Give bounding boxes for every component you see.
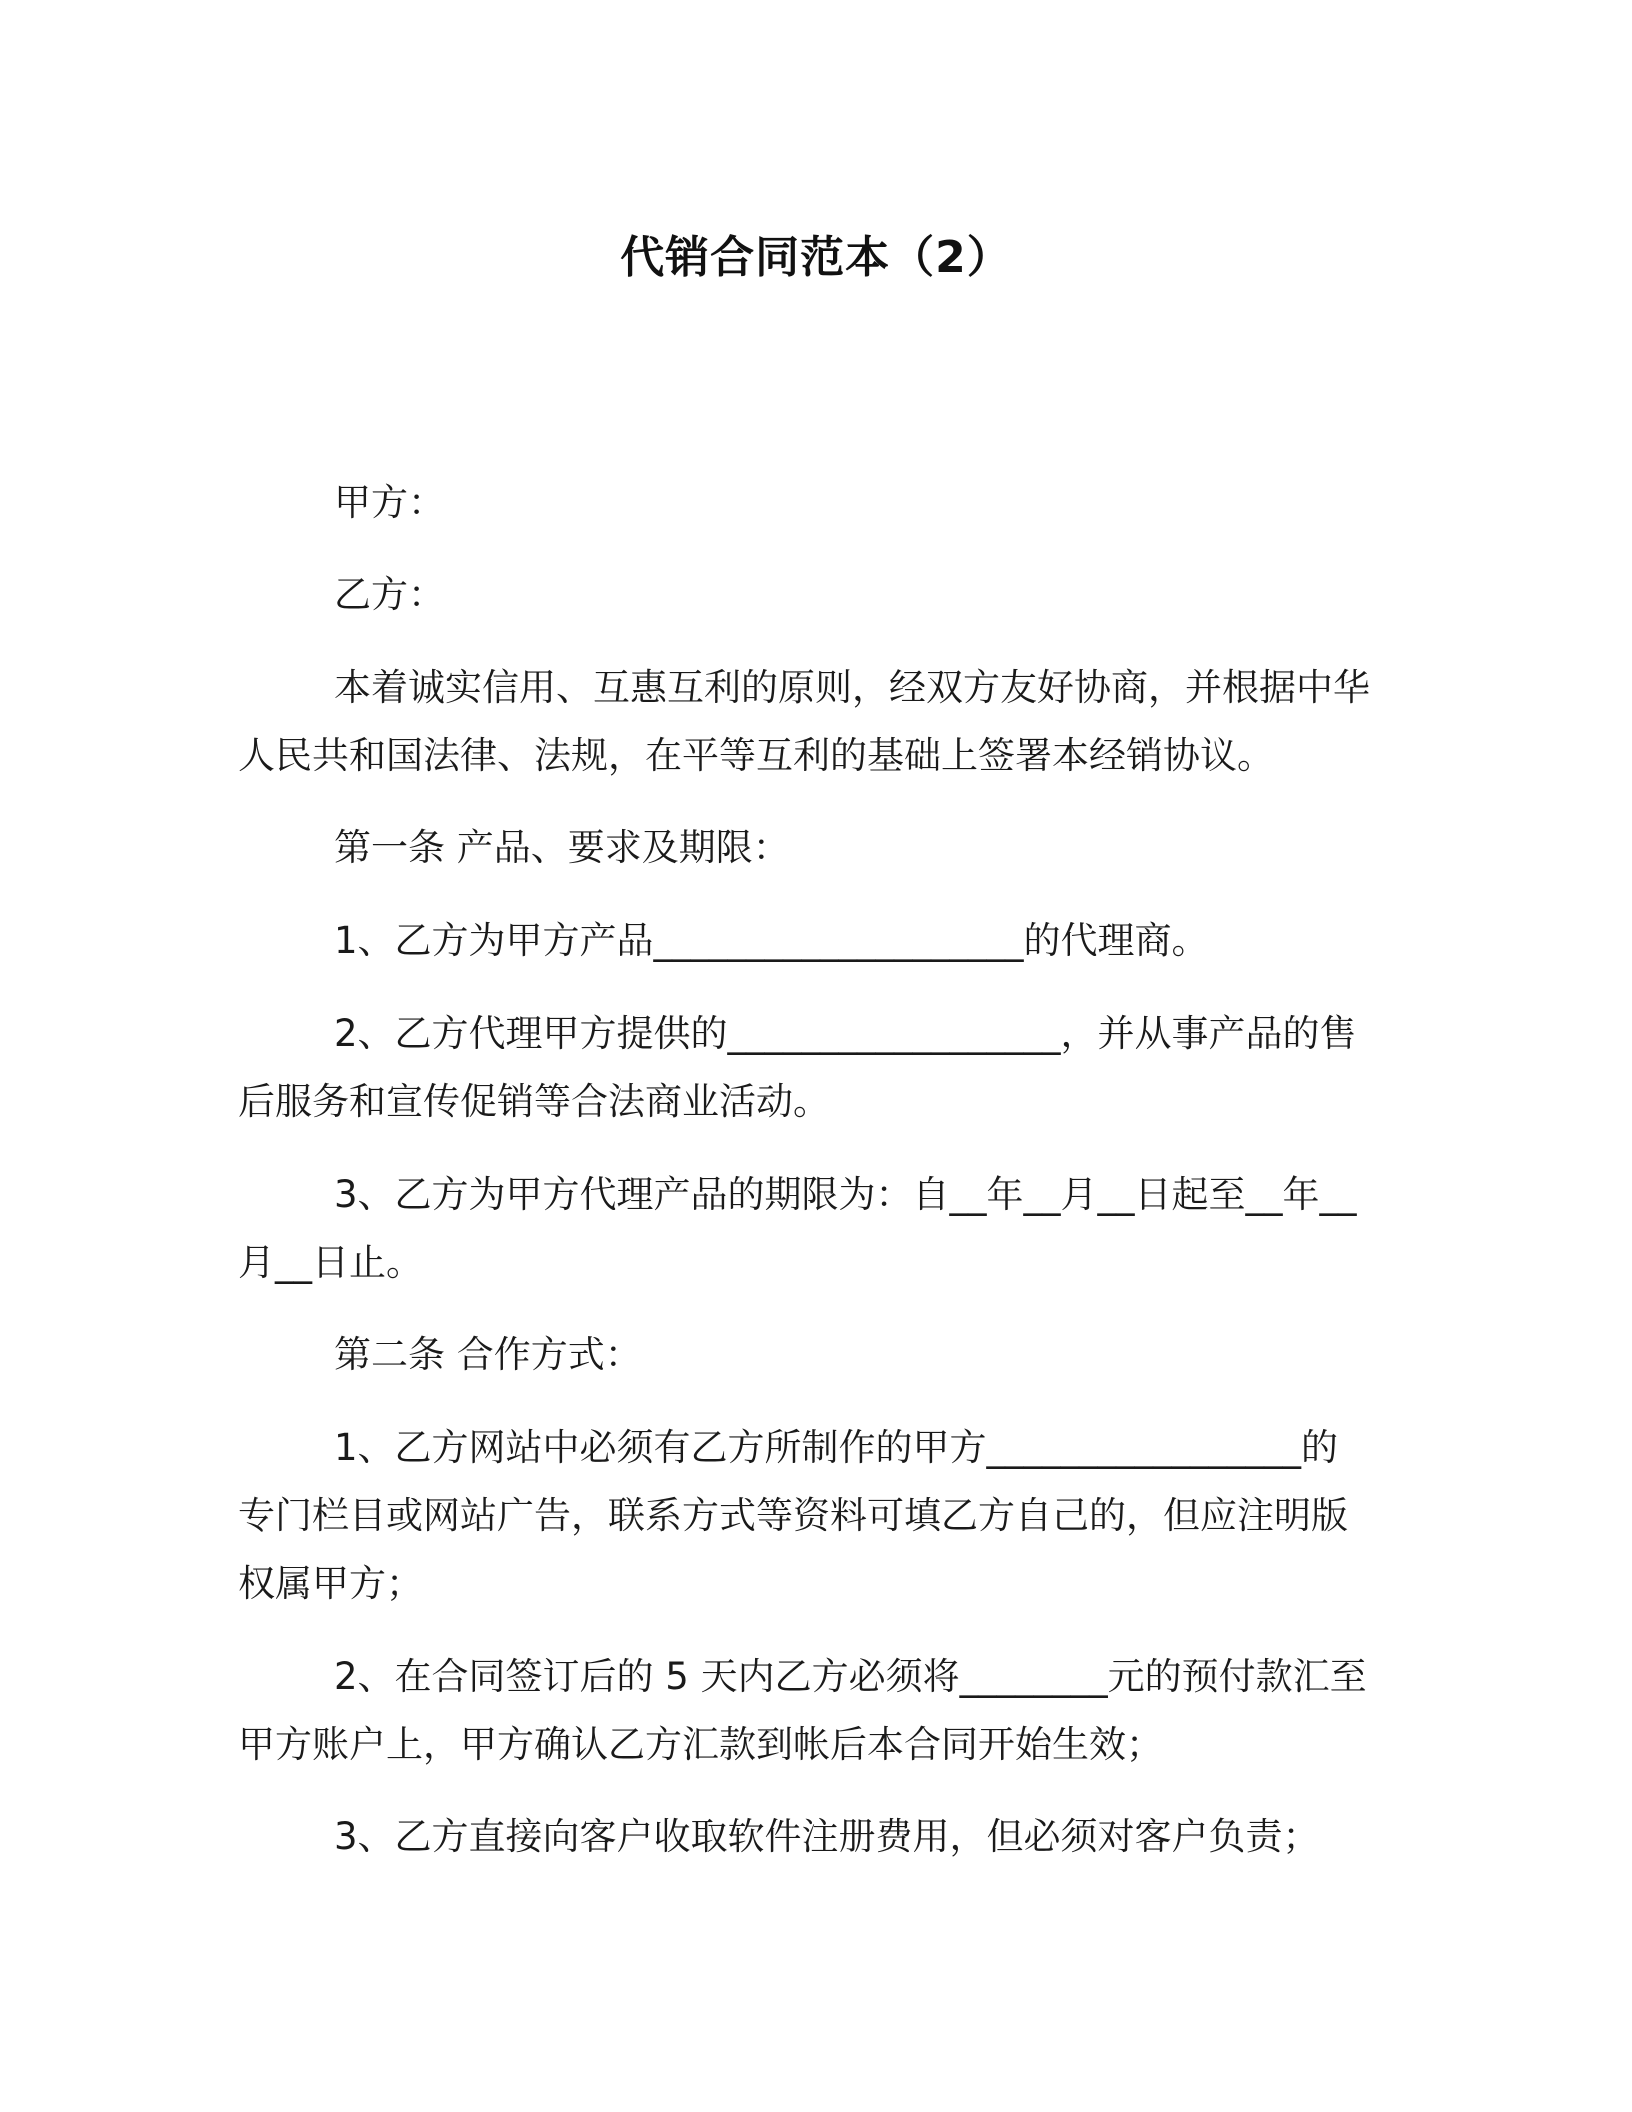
article-2-item-1-line-1: 1、乙方网站中必须有乙方所制作的甲方_________________的 <box>334 1426 1339 1469</box>
article-1-item-1: 1、乙方为甲方产品____________________的代理商。 <box>334 919 1209 962</box>
article-1-item-3-line-1: 3、乙方为甲方代理产品的期限为：自__年__月__日起至__年__ <box>334 1173 1357 1216</box>
preamble-line-2: 人民共和国法律、法规，在平等互利的基础上签署本经销协议。 <box>238 734 1274 777</box>
article-2-item-1-line-2: 专门栏目或网站广告，联系方式等资料可填乙方自己的，但应注明版 <box>238 1494 1348 1537</box>
article-1-item-2-line-2: 后服务和宣传促销等合法商业活动。 <box>238 1080 830 1123</box>
article-2-item-2-line-1: 2、在合同签订后的 5 天内乙方必须将________元的预付款汇至 <box>334 1655 1367 1698</box>
document-title: 代销合同范本（2） <box>620 232 1012 283</box>
party-b-line: 乙方： <box>334 573 445 616</box>
preamble-line-1: 本着诚实信用、互惠互利的原则，经双方友好协商，并根据中华 <box>334 666 1370 709</box>
article-2-item-2-line-2: 甲方账户上，甲方确认乙方汇款到帐后本合同开始生效； <box>238 1723 1163 1766</box>
article-1-item-2-line-1: 2、乙方代理甲方提供的__________________，并从事产品的售 <box>334 1012 1357 1055</box>
article-2-item-1-line-3: 权属甲方； <box>238 1562 423 1605</box>
article-2-item-3: 3、乙方直接向客户收取软件注册费用，但必须对客户负责； <box>334 1815 1320 1858</box>
article-1-heading: 第一条 产品、要求及期限： <box>334 826 790 869</box>
party-a-line: 甲方： <box>334 481 445 524</box>
article-2-heading: 第二条 合作方式： <box>334 1333 642 1376</box>
article-1-item-3-line-2: 月__日止。 <box>238 1241 423 1284</box>
